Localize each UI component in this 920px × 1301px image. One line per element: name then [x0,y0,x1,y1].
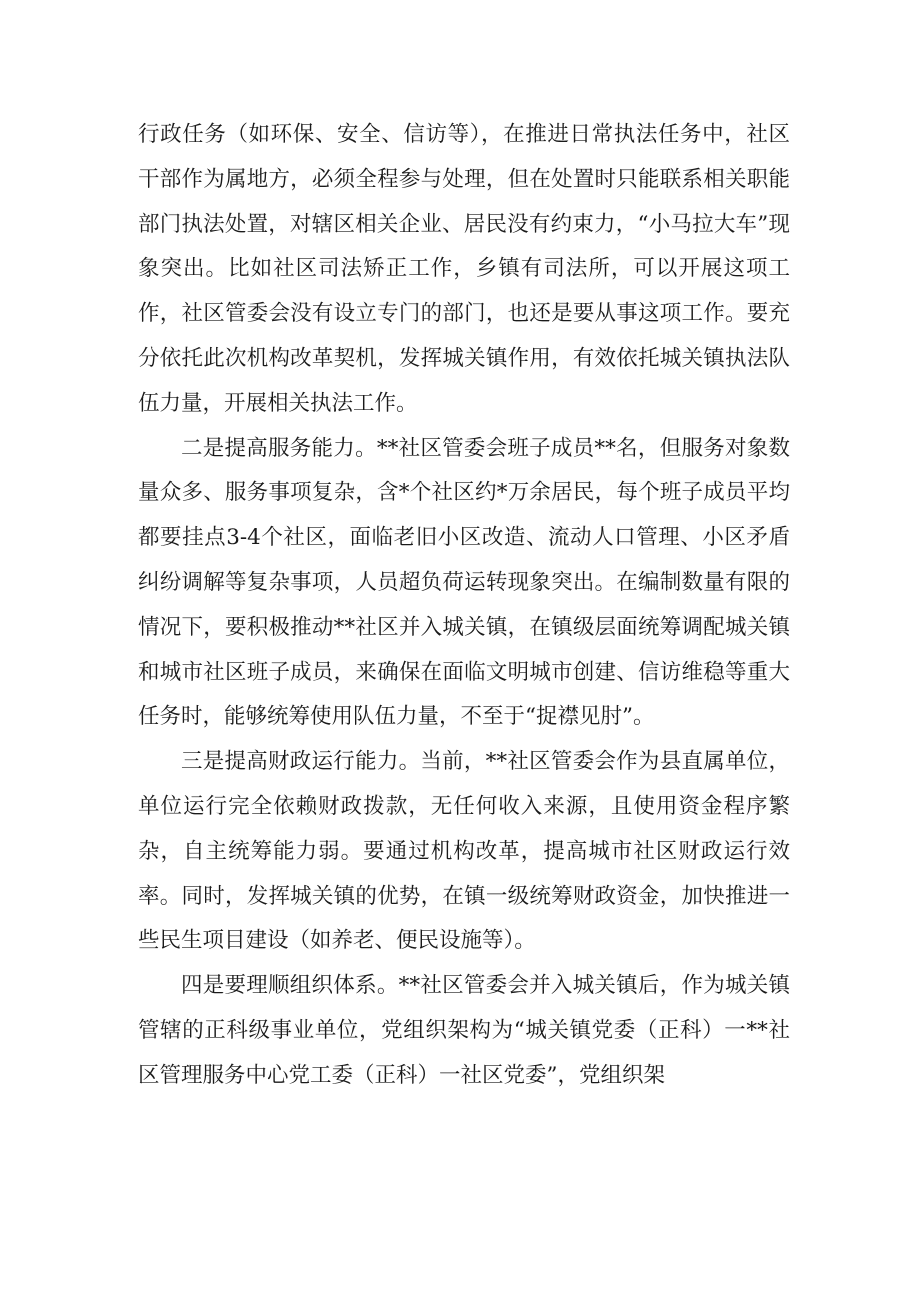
paragraph-organization-system: 四是要理顺组织体系。**社区管委会并入城关镇后，作为城关镇管辖的正科级事业单位，党组织架构为“城关镇党委（正科）一**社区管理服务中心党工委（正科）一社区党委”，党组织架 [138,973,790,1088]
paragraph-fiscal-capacity: 三是提高财政运行能力。当前，**社区管委会作为县直属单位，单位运行完全依赖财政拨款，无任何收入来源，且使用资金程序繁杂，自主统筹能力弱。要通过机构改革，提高城市社区财政运行效率。同时，发挥城关镇的优势，在镇一级统筹财政资金，加快推进一些民生项目建设（如养老、便民设施等）。 [138,749,790,954]
paragraph-continuation: 行政任务（如环保、安全、信访等），在推进日常执法任务中，社区干部作为属地方，必须全程参与处理，但在处置时只能联系相关职能部门执法处置，对辖区相关企业、居民没有约束力，“小马拉大车”现象突出。比如社区司法矫正工作，乡镇有司法所，可以开展这项工作，社区管委会没有设立专门的部门，也还是要从事这项工作。要充分依托此次机构改革契机，发挥城关镇作用，有效依托城关镇执法队伍力量，开展相关执法工作。 [138,122,790,416]
document-body [138,113,790,1099]
paragraph-service-capacity: 二是提高服务能力。**社区管委会班子成员**名，但服务对象数量众多、服务事项复杂，含*个社区约*万余居民，每个班子成员平均都要挂点3-4个社区，面临老旧小区改造、流动人口管理、小区矛盾纠纷调解等复杂事项，人员超负荷运转现象突出。在编制数量有限的情况下，要积极推动**社区并入城关镇，在镇级层面统筹调配城关镇和城市社区班子成员，来确保在面临文明城市创建、信访维稳等重大任务时，能够统筹使用队伍力量，不至于“捉襟见肘”。 [138,435,790,730]
